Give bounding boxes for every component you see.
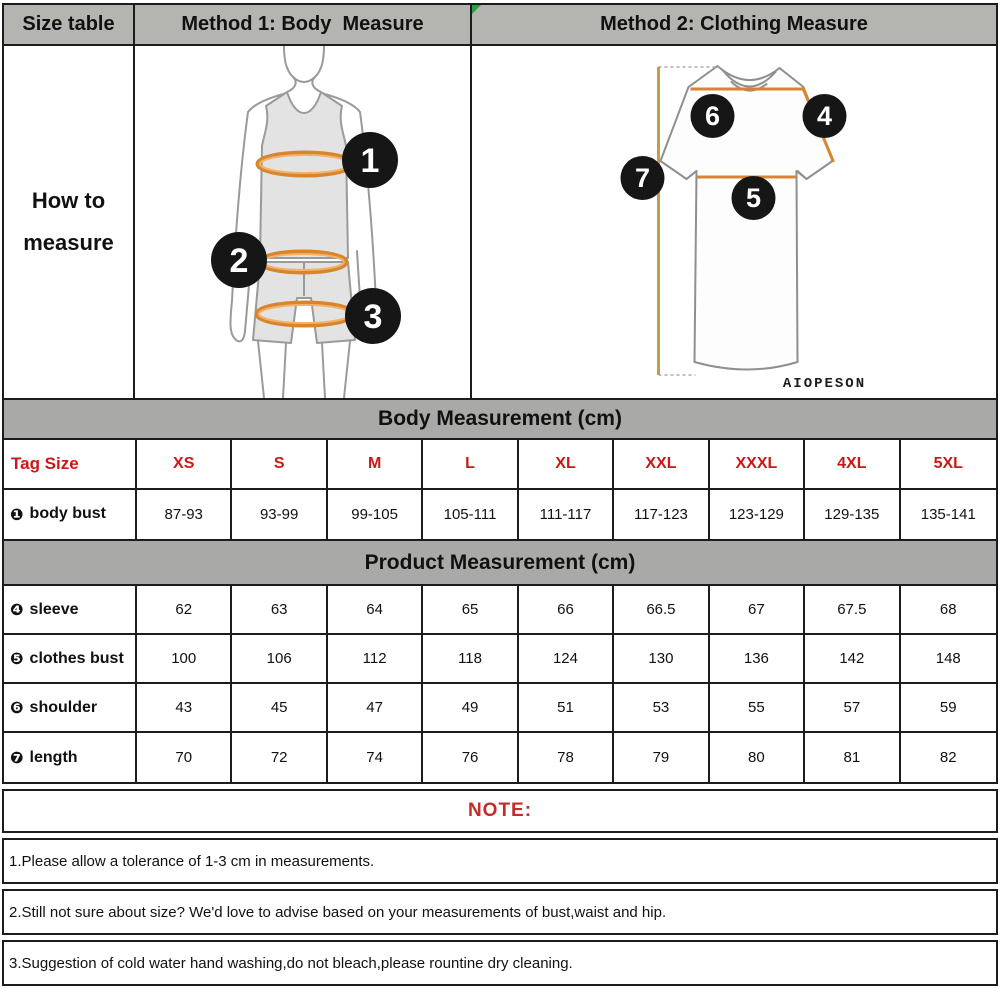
clothes-bust-value: 106 xyxy=(232,635,327,684)
sleeve-value: 67 xyxy=(710,586,805,635)
size-cell-l: L xyxy=(423,440,518,490)
svg-text:5: 5 xyxy=(745,183,762,213)
header-size-table xyxy=(4,5,135,44)
clothes-bust-value: 148 xyxy=(901,635,996,684)
size-cell-xl: XL xyxy=(519,440,614,490)
sleeve-value: 64 xyxy=(328,586,423,635)
row-label-text: shoulder xyxy=(29,698,98,716)
svg-text:7: 7 xyxy=(634,163,651,193)
body-measurement-title xyxy=(2,398,998,440)
length-value: 78 xyxy=(519,733,614,782)
how-to-measure-row xyxy=(2,44,998,400)
body-bust-value: 99-105 xyxy=(328,490,423,540)
body-bust-value: 87-93 xyxy=(137,490,232,540)
marker-shoulder xyxy=(691,94,735,138)
tag-size-label: Tag Size xyxy=(4,440,137,490)
body-measurement-table xyxy=(2,438,998,541)
row-label-text: body bust xyxy=(29,505,106,523)
size-cell-xxl: XXL xyxy=(614,440,709,490)
note-item-3: 3.Suggestion of cold water hand washing,do not bleach,please rountine dry cleaning. xyxy=(2,940,998,986)
sleeve-value: 67.5 xyxy=(805,586,900,635)
marker-clothes-bust xyxy=(732,176,776,220)
header-method1-label: Method 1: Body Measure xyxy=(181,13,424,35)
length-value: 80 xyxy=(710,733,805,782)
shoulder-value: 43 xyxy=(137,684,232,733)
note-title xyxy=(2,789,998,833)
shoulder-value: 57 xyxy=(805,684,900,733)
sleeve-value: 63 xyxy=(232,586,327,635)
note-item-2: 2.Still not sure about size? We'd love to advise based on your measurements of bust,waist and hip. xyxy=(2,889,998,935)
body-measure-illustration xyxy=(135,46,472,398)
svg-text:6: 6 xyxy=(704,101,721,131)
body-bust-value: 105-111 xyxy=(423,490,518,540)
length-value: 76 xyxy=(423,733,518,782)
header-method1 xyxy=(135,5,472,44)
corner-marker-icon xyxy=(472,5,481,14)
row-label-shoulder xyxy=(4,684,137,733)
clothes-bust-value: 136 xyxy=(710,635,805,684)
svg-text:3: 3 xyxy=(363,298,383,336)
shoulder-value: 59 xyxy=(901,684,996,733)
circled-7-icon: ❼ xyxy=(10,748,24,767)
row-label-length xyxy=(4,733,137,782)
sleeve-value: 68 xyxy=(901,586,996,635)
svg-text:2: 2 xyxy=(229,242,249,280)
size-cell-4xl: 4XL xyxy=(805,440,900,490)
clothes-bust-value: 124 xyxy=(519,635,614,684)
brand-text: AIOPESON xyxy=(782,376,867,392)
marker-bust xyxy=(342,132,398,188)
length-value: 81 xyxy=(805,733,900,782)
header-size-table-label: Size table xyxy=(22,13,115,35)
size-cell-xs: XS xyxy=(137,440,232,490)
circled-6-icon: ❻ xyxy=(10,698,24,717)
product-measurement-title xyxy=(2,539,998,586)
body-measurement-title-label: Body Measurement (cm) xyxy=(378,407,622,430)
body-bust-value: 93-99 xyxy=(232,490,327,540)
row-label-sleeve xyxy=(4,586,137,635)
marker-waist xyxy=(211,232,267,288)
sleeve-value: 66 xyxy=(519,586,614,635)
body-bust-value: 111-117 xyxy=(519,490,614,540)
body-figure-image xyxy=(135,46,470,398)
sleeve-value: 62 xyxy=(137,586,232,635)
row-label-text: length xyxy=(29,748,78,766)
sleeve-value: 66.5 xyxy=(614,586,709,635)
body-bust-value: 129-135 xyxy=(805,490,900,540)
length-value: 79 xyxy=(614,733,709,782)
length-value: 72 xyxy=(232,733,327,782)
clothes-bust-value: 100 xyxy=(137,635,232,684)
shoulder-value: 49 xyxy=(423,684,518,733)
product-measurement-table xyxy=(2,584,998,784)
shoulder-value: 47 xyxy=(328,684,423,733)
shoulder-value: 55 xyxy=(710,684,805,733)
circled-1-icon: ❶ xyxy=(10,504,24,524)
note-title-label: NOTE: xyxy=(467,800,533,821)
row-label-text: sleeve xyxy=(29,600,79,618)
clothes-bust-value: 112 xyxy=(328,635,423,684)
body-bust-value: 123-129 xyxy=(710,490,805,540)
row-label-text: clothes bust xyxy=(29,649,124,667)
header-method2 xyxy=(472,5,996,44)
top-header-row xyxy=(2,3,998,46)
how-to-measure-label xyxy=(4,46,135,398)
size-cell-5xl: 5XL xyxy=(901,440,996,490)
row-label-body-bust xyxy=(4,490,137,540)
length-value: 74 xyxy=(328,733,423,782)
circled-5-icon: ❺ xyxy=(10,649,24,668)
svg-text:4: 4 xyxy=(816,101,833,131)
size-cell-xxxl: XXXL xyxy=(710,440,805,490)
note-item-1: 1.Please allow a tolerance of 1-3 cm in measurements. xyxy=(2,838,998,884)
shoulder-value: 45 xyxy=(232,684,327,733)
how-to-line2: measure xyxy=(23,230,114,255)
sleeve-value: 65 xyxy=(423,586,518,635)
size-cell-s: S xyxy=(232,440,327,490)
marker-sleeve xyxy=(803,94,847,138)
length-value: 82 xyxy=(939,749,957,766)
circled-4-icon: ❹ xyxy=(10,600,24,619)
marker-length xyxy=(621,156,665,200)
product-measurement-title-label: Product Measurement (cm) xyxy=(364,550,636,574)
row-label-clothes-bust xyxy=(4,635,137,684)
tshirt-figure-image xyxy=(472,46,996,398)
shoulder-value: 51 xyxy=(519,684,614,733)
shoulder-value: 53 xyxy=(614,684,709,733)
body-bust-value: 117-123 xyxy=(614,490,709,540)
svg-text:1: 1 xyxy=(360,142,380,180)
clothes-bust-value: 118 xyxy=(423,635,518,684)
header-method2-label: Method 2: Clothing Measure xyxy=(600,13,868,35)
body-bust-value: 135-141 xyxy=(920,505,976,523)
clothes-bust-value: 130 xyxy=(614,635,709,684)
length-value: 70 xyxy=(137,733,232,782)
clothes-bust-value: 142 xyxy=(805,635,900,684)
marker-hip xyxy=(345,288,401,344)
size-cell-m: M xyxy=(328,440,423,490)
clothing-measure-illustration xyxy=(472,46,996,398)
how-to-line1: How to xyxy=(31,188,106,214)
